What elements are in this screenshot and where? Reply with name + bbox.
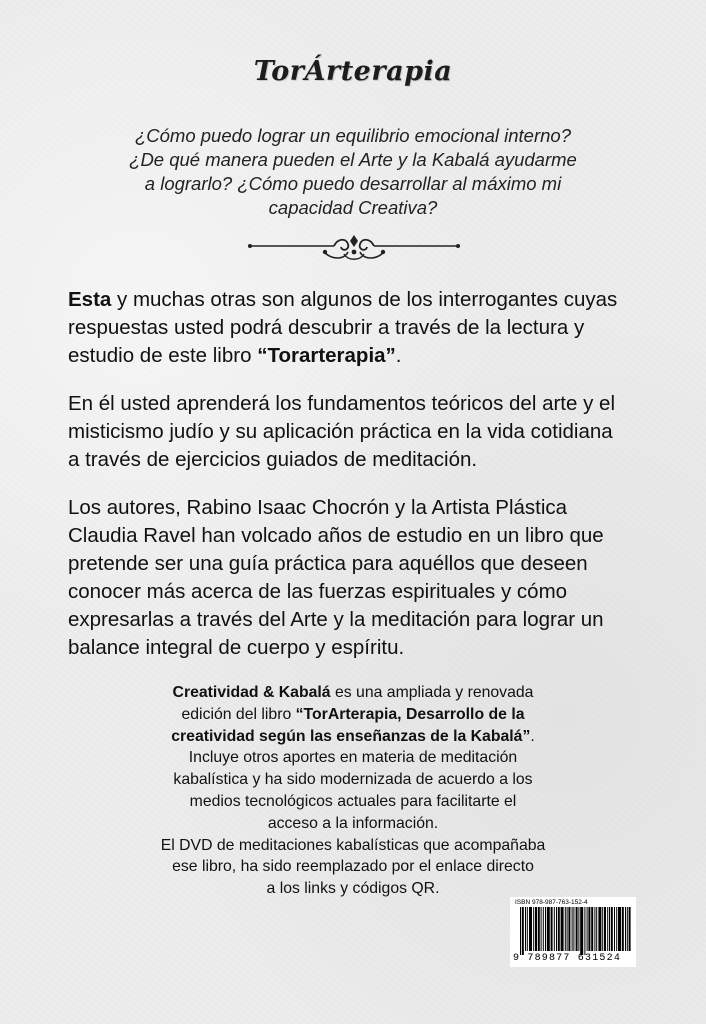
logo-title: TorÁrterapia	[253, 56, 453, 87]
paragraph-intro	[68, 286, 648, 370]
paragraph-authors	[68, 494, 648, 662]
intro-questions	[80, 124, 626, 220]
question-line: capacidad Creativa?	[268, 197, 438, 218]
text-line: ese libro, ha sido reemplazado por el enlace directo	[172, 858, 534, 876]
text-line: creatividad según las enseñanzas de la Kabalá”.	[171, 727, 535, 745]
text-line: respuestas usted podrá descubrir a través de la lectura y	[68, 316, 585, 339]
text-line: Incluye otros aportes en materia de meditación	[188, 749, 518, 767]
text-line: misticismo judío y su aplicación práctica en la vida cotidiana	[68, 420, 613, 443]
text-line: edición del libro “TorArterapia, Desarrollo de la	[181, 705, 525, 723]
text-line: a los links y códigos QR.	[266, 880, 440, 898]
text-line: balance integral de cuerpo y espíritu.	[68, 636, 405, 659]
text-line: Creatividad & Kabalá es una ampliada y renovada	[172, 684, 534, 701]
book-title-bold: “Torarterapia”	[257, 344, 396, 367]
text-line: pretende ser una guía práctica para aquéllos que deseen	[68, 552, 588, 575]
text-line: Esta y muchas otras son algunos de los interrogantes cuyas	[68, 288, 618, 311]
text-line: a través de ejercicios guiados de meditación.	[68, 448, 478, 471]
edition-note	[100, 682, 606, 900]
text-line: estudio de este libro “Torarterapia”.	[68, 344, 402, 367]
text-line: Claudia Ravel han volcado años de estudio en un libro que	[68, 524, 604, 547]
question-line: ¿Cómo puedo lograr un equilibrio emocional interno?	[134, 125, 572, 146]
description-body	[68, 286, 648, 682]
barcode-bars-icon	[510, 897, 636, 957]
text-line: Los autores, Rabino Isaac Chocrón y la Artista Plástica	[68, 496, 568, 519]
bold-lead: Esta	[68, 288, 112, 311]
question-line: a lograrlo? ¿Cómo puedo desarrollar al máximo mi	[144, 173, 562, 194]
text-line: conocer más acerca de las fuerzas espirituales y cómo	[68, 580, 568, 603]
paragraph-learn	[68, 390, 648, 474]
question-line: ¿De qué manera pueden el Arte y la Kabalá ayudarme	[129, 149, 577, 170]
isbn-barcode	[510, 897, 636, 967]
text-line: El DVD de meditaciones kabalísticas que acompañaba	[160, 836, 546, 854]
text-line: expresarlas a través del Arte y la meditación para lograr un	[68, 608, 604, 631]
text-line: medios tecnológicos actuales para facilitarte el	[189, 792, 517, 810]
ornament-divider-icon	[248, 230, 460, 266]
text-line: acceso a la información.	[267, 814, 439, 832]
text-line: kabalística y ha sido modernizada de acuerdo a los	[173, 771, 533, 789]
isbn-label: ISBN 978-987-763-152-4	[515, 899, 588, 906]
text-line: En él usted aprenderá los fundamentos teóricos del arte y el	[68, 392, 615, 415]
barcode-digits: 9 789877 631524	[513, 953, 622, 964]
